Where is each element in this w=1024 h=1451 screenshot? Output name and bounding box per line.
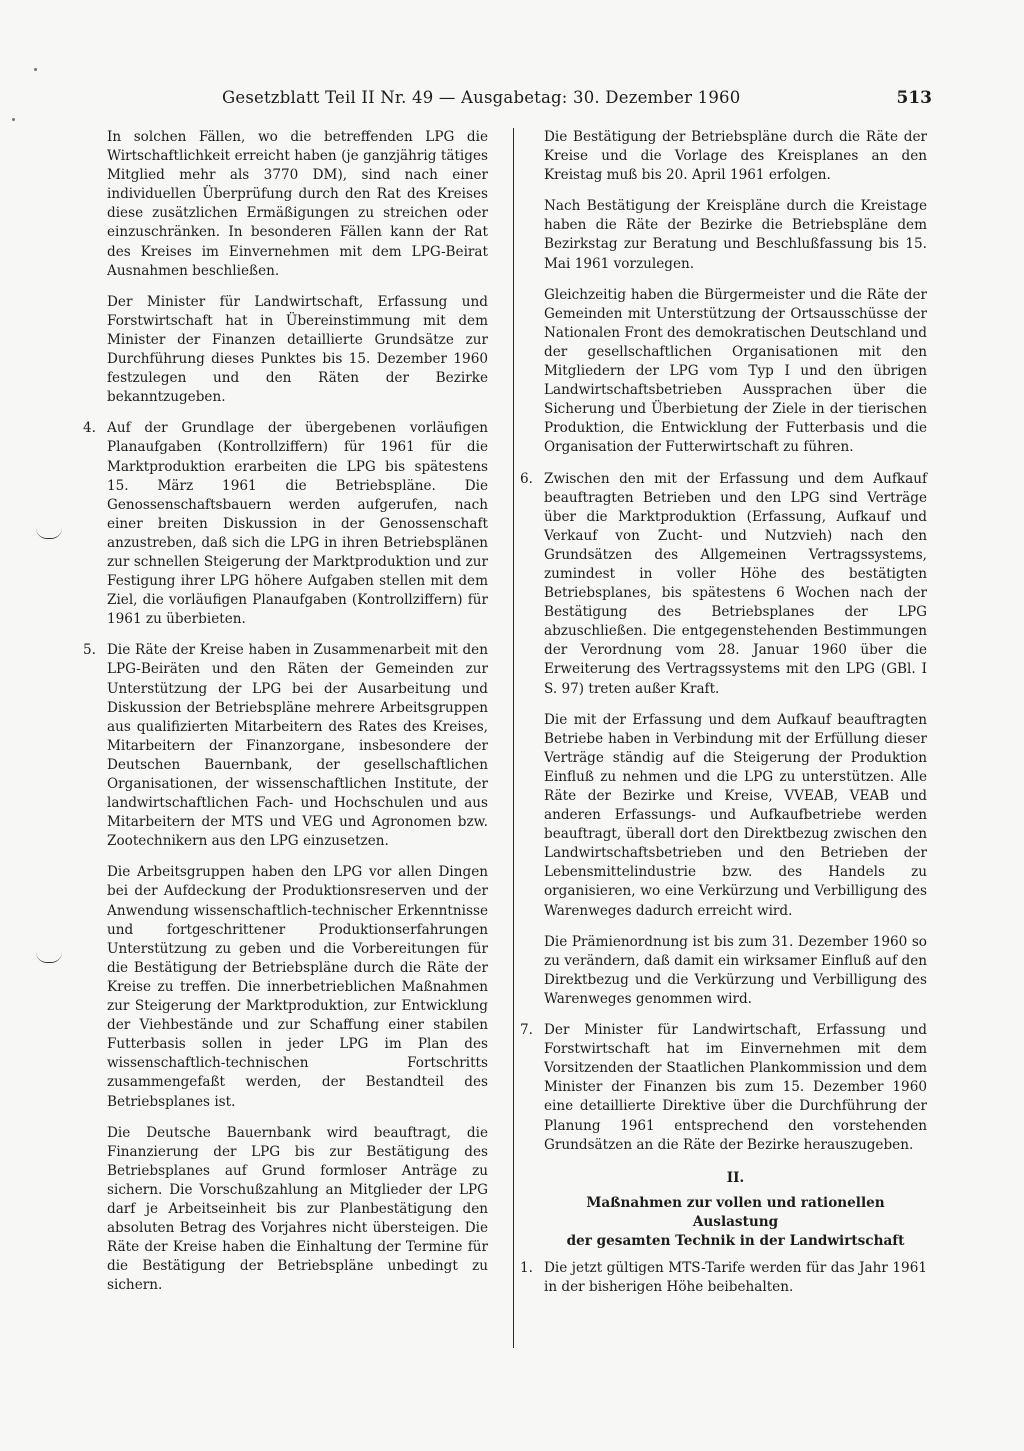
list-item-6 xyxy=(520,470,927,1010)
left-column xyxy=(83,128,488,1307)
item-text: Die jetzt gültigen MTS-Tarife werden für das Jahr 1961 in der bisherigen Höhe beibehalten. xyxy=(544,1260,927,1296)
list-item-7 xyxy=(520,1021,927,1155)
section-title-line: der gesamten Technik in der Landwirtschaft xyxy=(566,1232,905,1249)
header-title: Gesetzblatt Teil II Nr. 49 — Ausgabetag: 30. Dezember 1960 xyxy=(222,88,741,107)
item-text: Die mit der Erfassung und dem Aufkauf beauftragten Betriebe haben in Verbindung mit der Erfüllung dieser Verträge ständig auf die Steigerung der Produktion Einfluß zu nehmen und die LPG zu unterstützen. Alle Räte der Bezirke und Kreise, VVEAB, VEAB und anderen Erfassungs- und Aufkaufbetriebe werden beauftragt, überall dort den Direktbezug zwischen den Landwirtschaftsbetrieben und den Betrieben der Lebensmittelindustrie bzw. des Handels zu organisieren, wo eine Verkürzung und Verbilligung des Warenweges dadurch erreicht wird. xyxy=(544,711,927,919)
paragraph: Die Bestätigung der Betriebspläne durch die Räte der Kreise und die Vorlage des Kreisplanes an den Kreistag muß bis 20. April 1961 erfolgen. xyxy=(544,129,927,184)
section-numeral: II. xyxy=(726,1169,745,1186)
item-text: Die Arbeitsgruppen haben den LPG vor allen Dingen bei der Aufdeckung der Produktionsreserven und der Anwendung wissenschaftlich-technischer Erkenntnisse und fortgeschrittener Produktionserfahrungen Unterstützung zu geben und die Vorbereitungen für die Bestätigung der Betriebspläne durch die Räte der Kreise zu treffen. Die innerbetrieblichen Maßnahmen zur Steigerung der Marktproduktion, zur Entwicklung der Viehbestände und zur Schaffung einer stabilen Futterbasis sollen in jeder LPG im Plan des wissenschaftlich-technischen Fortschritts zusammengefaßt werden, der Bestandteil des Betriebsplanes ist. xyxy=(107,864,488,1110)
paragraph: In solchen Fällen, wo die betreffenden LPG die Wirtschaftlichkeit erreicht haben (je ganzjährig tätiges Mitglied mehr als 3770 DM), sind nach einer individuellen Überprüfung durch den Rat des Kreises diese zusätzlichen Ermäßigungen zu streichen oder einzuschränken. In besonderen Fällen kann der Rat des Kreises im Einvernehmen mit dem LPG-Beirat Ausnahmen beschließen. xyxy=(107,129,488,279)
item-number: 5. xyxy=(83,642,96,659)
section-title-line: Maßnahmen zur vollen und rationellen Auslastung xyxy=(586,1194,885,1230)
list-item-4 xyxy=(83,419,488,629)
item-number: 7. xyxy=(520,1022,533,1039)
paragraph: Nach Bestätigung der Kreispläne durch die Kreistage haben die Räte der Bezirke die Betriebspläne dem Bezirkstag zur Beratung und Beschlußfassung bis 15. Mai 1961 vorzulegen. xyxy=(544,198,927,272)
item-text: Auf der Grundlage der übergebenen vorläufigen Planaufgaben (Kontrollziffern) für 1961 für die Marktproduktion erarbeiten die LPG bis spätestens 15. März 1961 die Betriebspläne. Die Genossenschaftsbauern werden aufgerufen, nach einer breiten Diskussion in der Genossenschaft anzustreben, daß sich die LPG in ihren Betriebsplänen zur schnellen Steigerung der Marktproduktion und zur Festigung ihrer LPG höhere Aufgaben stellen mit dem Ziel, die vorläufigen Planaufgaben (Kontrollziffern) für 1961 zu überbieten. xyxy=(107,420,488,628)
item-number: 1. xyxy=(520,1260,533,1277)
paragraph: Der Minister für Landwirtschaft, Erfassung und Forstwirtschaft hat in Übereinstimmung mit dem Minister der Finanzen detaillierte Grundsätze zur Durchführung dieses Punktes bis 15. Dezember 1960 festzulegen und den Räten der Bezirke bekanntzugeben. xyxy=(107,293,488,406)
scan-speck xyxy=(12,118,15,121)
paragraph: Gleichzeitig haben die Bürgermeister und die Räte der Gemeinden mit Unterstützung der Ortsausschüsse der Nationalen Front des demokratischen Deutschland und der gesellschaftlichen Organisationen mit den Mitgliedern der LPG vom Typ I und den übrigen Landwirtschaftsbetrieben Aussprachen über die Sicherung und Überbietung der Ziele in der tierischen Produktion, die Entwicklung der Futterbasis und die Organisation der Futterwirtschaft zu führen. xyxy=(544,286,927,456)
list-item-1 xyxy=(520,1259,927,1297)
page-header xyxy=(0,84,1024,114)
page-number: 513 xyxy=(896,88,932,108)
item-number: 4. xyxy=(83,420,96,437)
item-text: Der Minister für Landwirtschaft, Erfassung und Forstwirtschaft hat im Einvernehmen mit dem Vorsitzenden der Staatlichen Plankommission und dem Minister der Finanzen bis zum 15. Dezember 1960 eine detaillierte Direktive über die Durchführung der Planung 1961 entsprechend den vorstehenden Grundsätzen an die Räte der Bezirke herauszugeben. xyxy=(544,1022,927,1153)
section-title xyxy=(544,1194,927,1251)
item-number: 6. xyxy=(520,470,533,487)
item-text: Die Prämienordnung ist bis zum 31. Dezember 1960 so zu verändern, daß damit ein wirksamer Einfluß auf den Direktbezug und die Verkürzung und Verbilligung des Warenweges genommen wird. xyxy=(544,933,927,1007)
scan-speck xyxy=(34,68,37,71)
item-text: Zwischen den mit der Erfassung und dem Aufkauf beauftragten Betrieben und den LPG sind Verträge über die Marktproduktion (Erfassung, Aufkauf und Verkauf von Zucht- und Nutzvieh) nach den Grundsätzen des Allgemeinen Vertragssystems, zumindest in voller Höhe des bestätigten Betriebsplanes, bis spätestens 6 Wochen nach der Bestätigung des Betriebsplanes der LPG abzuschließen. Die entgegenstehenden Bestimmungen der Verordnung vom 28. Januar 1960 über die Erweiterung des Vertragssystems mit den LPG (GBl. I S. 97) treten außer Kraft. xyxy=(544,470,927,697)
right-column xyxy=(520,128,927,1309)
column-divider xyxy=(513,128,514,1348)
list-item-5 xyxy=(83,641,488,1295)
item-text: Die Räte der Kreise haben in Zusammenarbeit mit den LPG-Beiräten und den Räten der Gemeinden zur Unterstützung der LPG bei der Ausarbeitung und Diskussion der Betriebspläne mehrere Arbeitsgruppen aus qualifizierten Mitarbeitern des Rates des Kreises, Mitarbeitern der Finanzorgane, insbesondere der Deutschen Bauernbank, der gesellschaftlichen Organisationen, der wissenschaftlichen Institute, der landwirtschaftlichen Fach- und Hochschulen und aus Mitarbeitern der MTS und VEG und Agronomen bzw. Zootechnikern aus den LPG einzusetzen. xyxy=(107,642,488,850)
margin-pencil-mark xyxy=(36,952,62,963)
margin-pencil-mark xyxy=(36,528,62,539)
item-text: Die Deutsche Bauernbank wird beauftragt, die Finanzierung der LPG bis zur Bestätigung des Betriebsplanes auf Grund formloser Anträge zu sichern. Die Vorschußzahlung an Mitglieder der LPG darf je Arbeitseinheit bis zur Planbestätigung den absoluten Betrag des Vorjahres nicht übersteigen. Die Räte der Kreise haben die Einhaltung der Termine für die Bestätigung der Betriebspläne unbedingt zu sichern. xyxy=(107,1124,488,1294)
